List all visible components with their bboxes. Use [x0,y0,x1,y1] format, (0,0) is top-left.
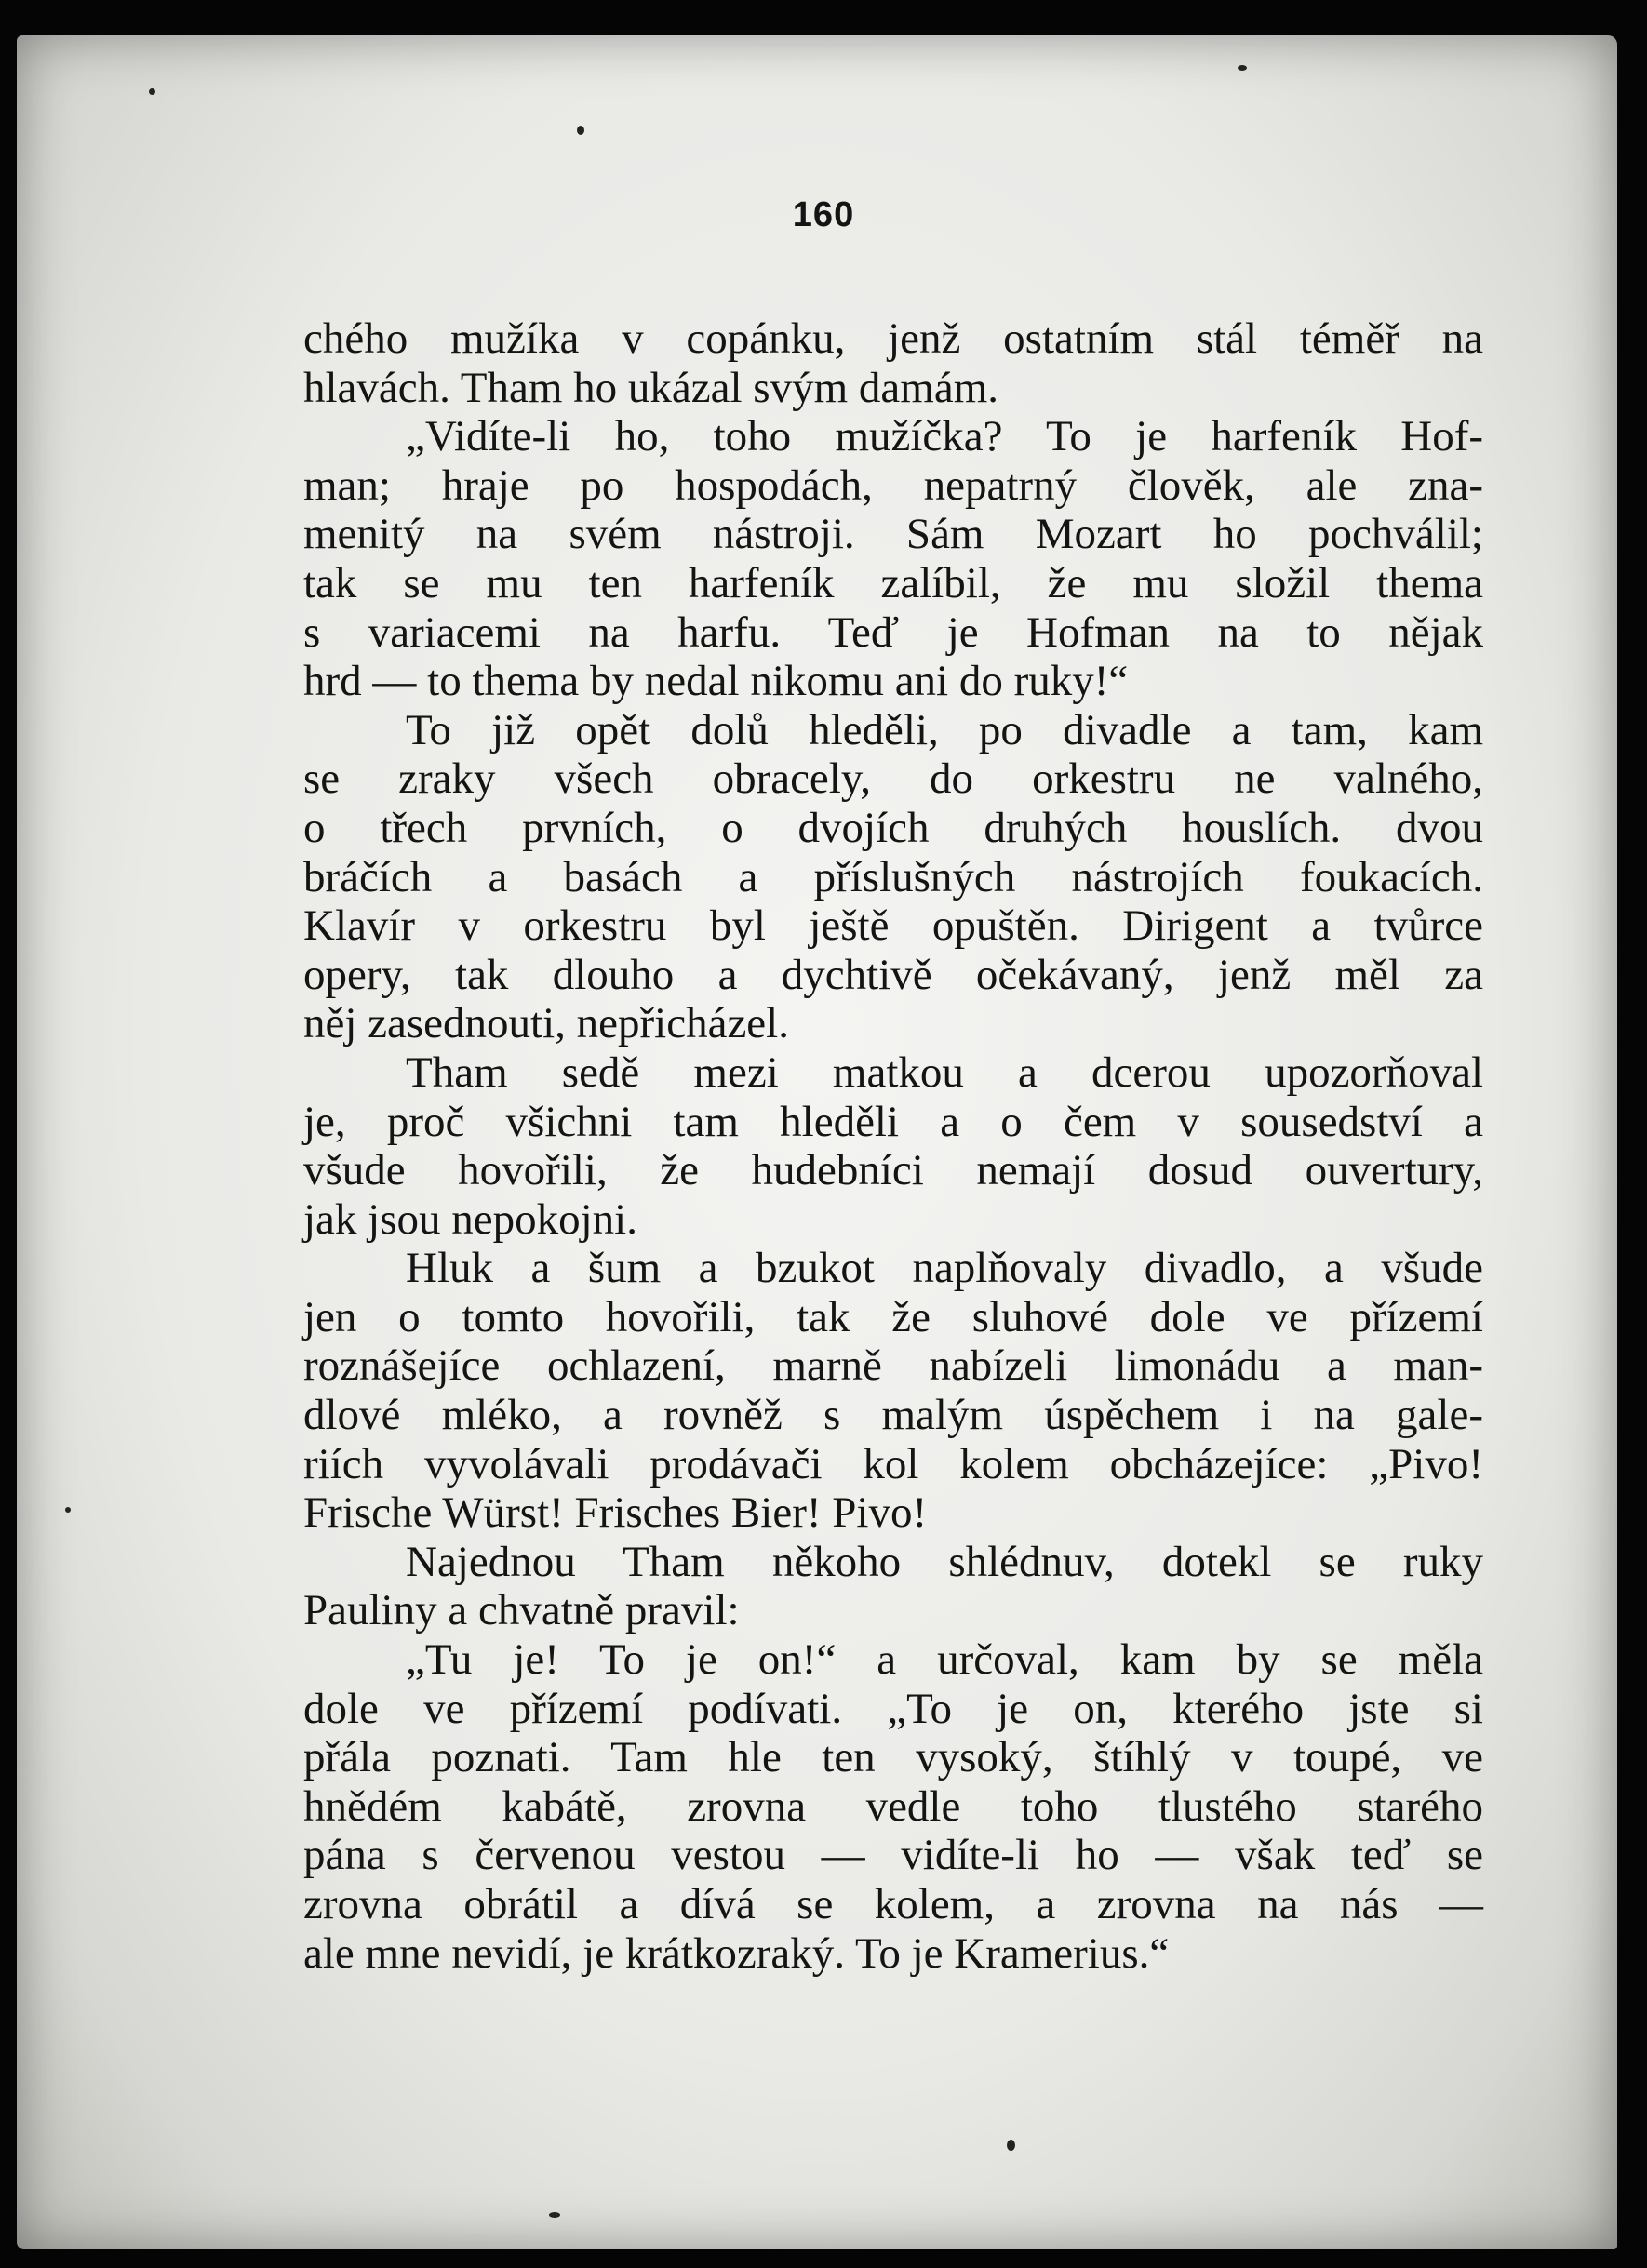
text-line: Pauliny a chvatně pravil: [303,1586,740,1635]
scan-speck [549,2212,560,2218]
text-line: riích vyvolávali prodávači kol kolem obcházejíce: „Pivo! [303,1439,1483,1488]
text-line: hnědém kabátě, zrovna vedle toho tlustého starého [303,1781,1483,1831]
text-line: Tham sedě mezi matkou a dcerou upozorňoval [406,1047,1483,1097]
text-line: menitý na svém nástroji. Sám Mozart ho pochválil; [303,510,1483,559]
text-line: Klavír v orkestru byl ještě opuštěn. Dirigent a tvůrce [303,901,1483,951]
scan-speck [149,88,155,95]
text-line: se zraky všech obracely, do orkestru ne valného, [303,754,1483,804]
text-line: dole ve přízemí podívati. „To je on, kterého jste si [303,1684,1483,1733]
text-line: tak se mu ten harfeník zalíbil, že mu složil thema [303,558,1483,607]
text-line: opery, tak dlouho a dychtivě očekávaný, jenž měl za [303,950,1483,999]
text-line: s variacemi na harfu. Teď je Hofman na to nějak [303,607,1483,657]
text-line: dlové mléko, a rovněž s malým úspěchem i na gale- [303,1391,1483,1440]
text-line: o třech prvních, o dvojích druhých houslích. dvou [303,803,1483,852]
text-line: Hluk a šum a bzukot naplňovaly divadlo, a všude [406,1244,1483,1293]
text-line: Frische Würst! Frisches Bier! Pivo! [303,1488,928,1538]
text-line: roznášejíce ochlazení, marně nabízeli limonádu a man- [303,1341,1483,1391]
text-line: man; hraje po hospodách, nepatrný člověk, ale zna- [303,460,1483,510]
scan-speck [577,126,584,135]
page-number: 160 [792,195,855,234]
text-line: „Vidíte-li ho, toho mužíčka? To je harfeník Hof- [406,412,1483,461]
text-line: zrovna obrátil a dívá se kolem, a zrovna na nás — [303,1880,1483,1928]
text-line: všude hovořili, že hudebníci nemají dosud ouvertury, [303,1146,1483,1195]
scan-speck [1007,2140,1015,2151]
text-line: „Tu je! To je on!“ a určoval, kam by se měla [406,1635,1483,1685]
text-line: Najednou Tham někoho shlédnuv, dotekl se ruky [406,1537,1483,1586]
scan-speck [1238,65,1247,71]
text-line: něj zasednouti, nepřicházel. [303,999,789,1048]
body-text [303,314,1483,1978]
scan-speck [65,1507,71,1513]
text-line: To již opět dolů hleděli, po divadle a tam, kam [406,705,1483,754]
text-line: chého mužíka v copánku, jenž ostatním stál téměř na [303,314,1483,363]
text-line: jak jsou nepokojni. [303,1194,637,1244]
text-line: ale mne nevidí, je krátkozraký. To je Kramerius.“ [303,1928,1170,1978]
text-line: přála poznati. Tam hle ten vysoký, štíhlý v toupé, ve [303,1733,1483,1782]
text-line: jen o tomto hovořili, tak že sluhové dole ve přízemí [303,1292,1483,1341]
text-line: hlavách. Tham ho ukázal svým damám. [303,363,998,412]
text-line: je, proč všichni tam hleděli a o čem v sousedství a [303,1097,1483,1146]
text-line: hrd — to thema by nedal nikomu ani do ruky!“ [303,657,1129,706]
text-line: pána s červenou vestou — vidíte-li ho — však teď se [303,1831,1483,1880]
text-line: bráčích a basách a příslušných nástrojích foukacích. [303,852,1483,901]
